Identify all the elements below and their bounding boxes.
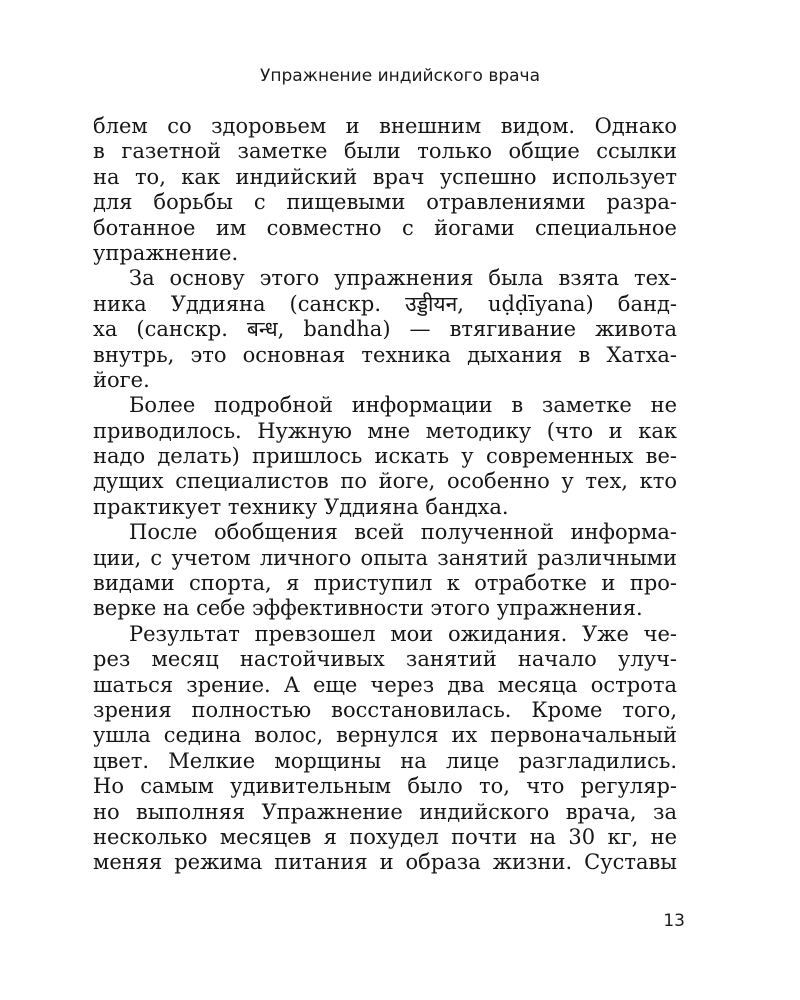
text-line: упражнение. xyxy=(93,240,239,265)
text-line: видами спорта, я приступил к отработке и про- xyxy=(93,571,677,596)
text-line: Но самым удивительным было то, что регуляр- xyxy=(93,774,677,799)
paragraph xyxy=(93,520,677,622)
text-line: рез месяц настойчивых занятий начало улуч- xyxy=(93,647,677,672)
text-line: Результат превзошел мои ожидания. Уже че- xyxy=(129,621,677,646)
text-line: приводилось. Нужную мне методику (что и как xyxy=(93,418,677,443)
running-head: Упражнение индийского врача xyxy=(259,66,541,86)
text-line: ции, с учетом личного опыта занятий различными xyxy=(93,545,677,570)
text-line: зрения полностью восстановилась. Кроме того, xyxy=(93,697,677,722)
text-line: внутрь, это основная техника дыхания в Хатха- xyxy=(93,342,677,367)
text-line: ушла седина волос, вернулся их первоначальный xyxy=(93,723,677,748)
paragraph xyxy=(93,393,677,520)
body-text xyxy=(93,114,677,876)
text-line: цвет. Мелкие морщины на лице разгладились. xyxy=(93,748,677,773)
text-line: ха (санскр. बन्ध, bandha) — втягивание живота xyxy=(93,317,677,342)
text-line: блем со здоровьем и внешним видом. Однако xyxy=(93,114,677,138)
text-line: верке на себе эффективности этого упражнения. xyxy=(93,596,643,621)
text-line: ботанное им совместно с йогами специальное xyxy=(93,215,677,240)
text-line: меняя режима питания и образа жизни. Суставы xyxy=(93,850,677,875)
paragraph xyxy=(93,266,677,393)
paragraph xyxy=(93,114,677,266)
text-line: шаться зрение. А еще через два месяца острота xyxy=(93,672,677,697)
paragraph xyxy=(93,622,677,876)
text-line: ника Уддияна (санскр. उड्डीयन, uḍḍīyana) банд- xyxy=(93,291,677,316)
text-line: на то, как индийский врач успешно использует xyxy=(93,164,677,189)
text-line: для борьбы с пищевыми отравлениями разра- xyxy=(93,190,677,215)
text-line: практикует технику Уддияна бандха. xyxy=(93,494,509,519)
text-line: дущих специалистов по йоге, особенно у тех, кто xyxy=(93,469,677,494)
text-line: несколько месяцев я похудел почти на 30 кг, не xyxy=(93,824,677,849)
text-line: За основу этого упражнения была взята тех- xyxy=(129,266,677,291)
page-number: 13 xyxy=(663,911,685,931)
text-line: надо делать) пришлось искать у современных ве- xyxy=(93,444,677,469)
text-line: но выполняя Упражнение индийского врача, за xyxy=(93,799,677,824)
text-line: Более подробной информации в заметке не xyxy=(129,393,677,418)
text-line: После обобщения всей полученной информа- xyxy=(129,520,677,545)
text-line: в газетной заметке были только общие ссылки xyxy=(93,139,677,164)
text-line: йоге. xyxy=(93,367,150,392)
